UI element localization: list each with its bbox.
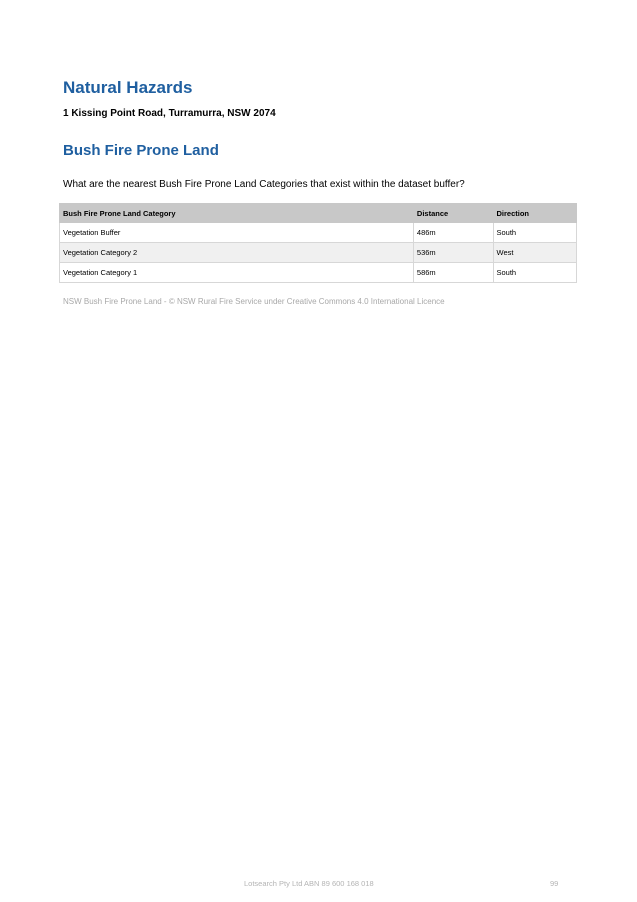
table-row xyxy=(60,223,577,243)
footer-page-number: 99 xyxy=(550,879,559,888)
page-title: Natural Hazards xyxy=(63,78,193,97)
table-row xyxy=(60,243,577,263)
table-row xyxy=(60,263,577,283)
source-note: NSW Bush Fire Prone Land - © NSW Rural Fire Service under Creative Commons 4.0 International Licence xyxy=(63,297,445,306)
cell-category: Vegetation Category 2 xyxy=(60,243,414,263)
section-title: Bush Fire Prone Land xyxy=(63,142,219,159)
cell-direction: South xyxy=(493,263,577,283)
cell-direction: West xyxy=(493,243,577,263)
cell-direction: South xyxy=(493,223,577,243)
cell-category: Vegetation Category 1 xyxy=(60,263,414,283)
column-header-category: Bush Fire Prone Land Category xyxy=(60,204,414,223)
column-header-distance: Distance xyxy=(413,204,493,223)
bush-fire-table xyxy=(59,203,577,283)
cell-category: Vegetation Buffer xyxy=(60,223,414,243)
property-address: 1 Kissing Point Road, Turramurra, NSW 2074 xyxy=(63,108,276,119)
column-header-direction: Direction xyxy=(493,204,577,223)
cell-distance: 586m xyxy=(413,263,493,283)
footer-company: Lotsearch Pty Ltd ABN 89 600 168 018 xyxy=(244,879,374,888)
cell-distance: 536m xyxy=(413,243,493,263)
table-header-row xyxy=(60,204,577,223)
cell-distance: 486m xyxy=(413,223,493,243)
section-question: What are the nearest Bush Fire Prone Land Categories that exist within the dataset buffer? xyxy=(63,179,465,190)
